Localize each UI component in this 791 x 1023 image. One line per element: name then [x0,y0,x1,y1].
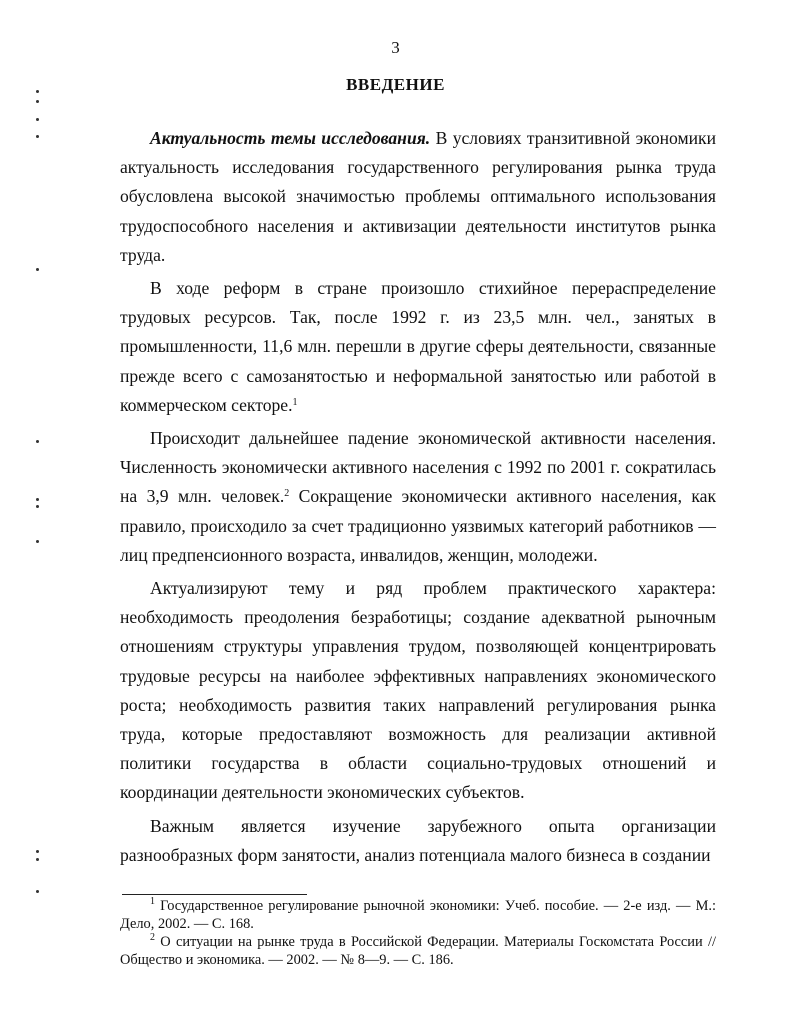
footnote-1-text: Государственное регулирование рыночной экономики: Учеб. пособие. — 2-е изд. — М.: Дело, 2002. — С. 168. [120,898,716,932]
footnote-2-text: О ситуации на рынке труда в Российской Федерации. Материалы Госкомстата России // Общество и экономика. — 2002. — № 8—9. — С. 186. [120,934,716,968]
footnote-1-marker: 1 [150,896,155,907]
scan-speck [36,440,39,443]
scan-speck [36,498,39,501]
scan-speck [36,890,39,893]
paragraph-3-rest: Сокращение экономически активного населения, как правило, происходило за счет традиционно уязвимых категорий работников — лиц предпенсионного возраста, инвалидов, женщин, молодежи. [120,486,716,565]
footnote-1 [120,897,716,933]
footnotes [120,897,716,969]
paragraph-1 [120,124,716,270]
paragraph-2 [120,274,716,420]
scan-speck [36,540,39,543]
footnote-2-marker: 2 [150,932,155,943]
footnote-2 [120,933,716,969]
paragraph-3-text: Происходит дальнейшее падение экономической активности населения. Численность экономически активного населения с 1992 по 2001 г. сократилась на 3,9 млн. человек. [120,428,716,507]
section-title: ВВЕДЕНИЕ [346,75,445,94]
paragraph-1-lead: Актуальность темы исследования. [150,128,431,148]
paragraph-3 [120,424,716,570]
page-number: 3 [391,38,400,57]
scan-speck [36,118,39,121]
footnote-ref-2: 2 [284,488,290,500]
scan-speck [36,858,39,861]
paragraph-2-text: В ходе реформ в стране произошло стихийное перераспределение трудовых ресурсов. Так, после 1992 г. из 23,5 млн. чел., занятых в промышленности, 11,6 млн. перешли в другие сферы деятельности, связанные прежде всего с самозанятостью и неформальной занятостью или работой в коммерческом секторе. [120,278,716,415]
footnote-divider [122,894,307,895]
paragraph-5: Важным является изучение зарубежного опыта организации разнообразных форм занятости, анализ потенциала малого бизнеса в создании [120,815,716,865]
scan-speck [36,268,39,271]
paragraph-1-text: В условиях транзитивной экономики актуальность исследования государственного регулирования рынка труда обусловлена высокой значимостью проблемы оптимального использования трудоспособного населения и активизации деятельности институтов рынка труда. [120,128,716,265]
body-text [120,124,716,870]
scan-speck [36,100,39,103]
scan-speck [36,135,39,138]
paragraph-4: Актуализируют тему и ряд проблем практического характера: необходимость преодоления безработицы; создание адекватной рыночным отношениям структуры управления трудом, позволяющей концентрировать трудовые ресурсы на наиболее эффективных направлениях экономического роста; необходимость развития таких направлений регулирования рынка труда, которые предоставляют возможность для реализации активной политики государства в области социально-трудовых отношений и координации деятельности экономических субъектов. [120,578,716,803]
scan-speck [36,850,39,853]
scan-speck [36,505,39,508]
scan-speck [36,90,39,93]
footnote-ref-1: 1 [292,396,298,408]
